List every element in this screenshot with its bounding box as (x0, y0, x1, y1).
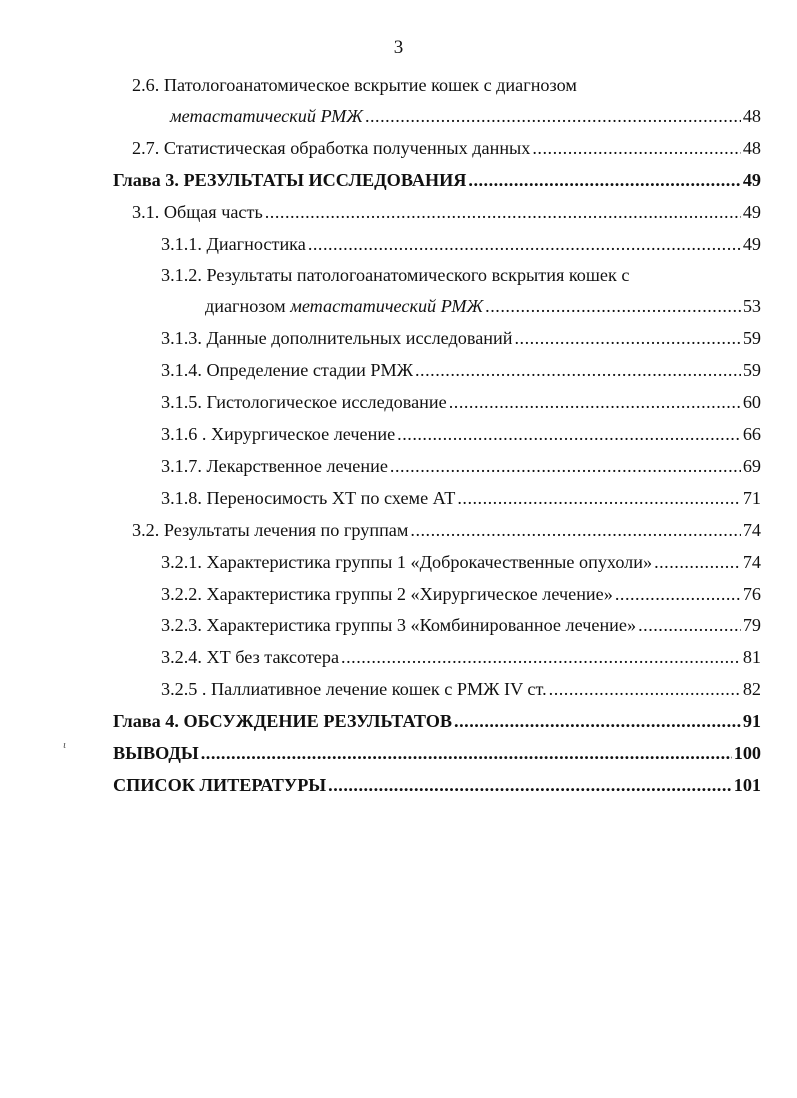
toc-page-number: 74 (742, 552, 761, 572)
toc-entry-title: 3.1.1. Диагностика (161, 234, 306, 254)
leader-dots (397, 423, 741, 445)
toc-entry-3-1-4[interactable] (161, 355, 761, 381)
toc-entry-title: Глава 3. РЕЗУЛЬТАТЫ ИССЛЕДОВАНИЯ (113, 170, 467, 190)
toc-entry-3-2-1[interactable] (161, 547, 761, 573)
toc-entry-3-1-2-prefix: диагнозом (205, 296, 291, 316)
toc-entry-3-1-3[interactable] (161, 323, 761, 349)
toc-entry-3-1-8[interactable] (161, 483, 761, 509)
leader-dots (454, 710, 741, 732)
toc-entry-2-6-title: метастатический РМЖ (170, 106, 363, 126)
toc-entry-title: 3.2.3. Характеристика группы 3 «Комбинированное лечение» (161, 615, 637, 635)
toc-page-number: 69 (742, 456, 761, 476)
toc-page-number: 59 (742, 328, 761, 348)
toc-page-number: 100 (733, 743, 761, 763)
toc-page-number: 49 (742, 170, 761, 190)
toc-entry-2-6-line1: 2.6. Патологоанатомическое вскрытие кошек с диагнозом (132, 75, 577, 95)
toc-entry-3-2-2[interactable] (161, 579, 761, 605)
stray-mark: ɩ (63, 739, 67, 751)
toc-entry-3-1-6[interactable] (161, 419, 761, 445)
toc-entry-3-1-7[interactable] (161, 451, 761, 477)
toc-entry-title: 3.2.1. Характеристика группы 1 «Доброкачественные опухоли» (161, 552, 653, 572)
leader-dots (415, 359, 741, 381)
toc-page-number: 74 (742, 520, 761, 540)
leader-dots (341, 646, 741, 668)
toc-entry-title: 3.1.6 . Хирургическое лечение (161, 424, 396, 444)
toc-page-number: 49 (742, 202, 761, 222)
toc-entry-title (205, 295, 483, 317)
toc-page-number: 91 (742, 711, 761, 731)
leader-dots (615, 583, 741, 605)
toc-page-number: 79 (742, 615, 761, 635)
toc-chapter-3[interactable] (113, 165, 761, 191)
leader-dots (514, 327, 740, 349)
leader-dots (308, 233, 741, 255)
toc-entry-3-2[interactable] (132, 515, 761, 541)
toc-entry-title: 3.1.8. Переносимость ХТ по схеме АТ (161, 488, 456, 508)
toc-page-number: 60 (742, 392, 761, 412)
toc-page-number: 49 (742, 234, 761, 254)
leader-dots (449, 391, 741, 413)
toc-page-number: 81 (742, 647, 761, 667)
toc-page-number: 53 (742, 296, 761, 316)
toc-page-number: 101 (733, 775, 761, 795)
leader-dots (532, 137, 740, 159)
toc-entry-2-7[interactable] (132, 133, 761, 159)
leader-dots (201, 742, 732, 764)
toc-entry-title: 3.2. Результаты лечения по группам (132, 520, 409, 540)
toc-entry-3-1-5[interactable] (161, 387, 761, 413)
toc-entry-title: 3.1. Общая часть (132, 202, 263, 222)
toc-entry-title: СПИСОК ЛИТЕРАТУРЫ (113, 775, 327, 795)
leader-dots (549, 678, 741, 700)
leader-dots (638, 614, 741, 636)
toc-entry-2-6[interactable] (170, 101, 761, 127)
toc-entry-3-2-5[interactable] (161, 674, 761, 700)
toc-entry-title: Глава 4. ОБСУЖДЕНИЕ РЕЗУЛЬТАТОВ (113, 711, 453, 731)
toc-entry-3-1-2-line1: 3.1.2. Результаты патологоанатомического вскрытия кошек с (161, 265, 630, 285)
toc-entry-title: ВЫВОДЫ (113, 743, 199, 763)
toc-entry-3-2-4[interactable] (161, 642, 761, 668)
toc-conclusions[interactable] (113, 738, 761, 764)
leader-dots (328, 774, 732, 796)
leader-dots (390, 455, 741, 477)
leader-dots (457, 487, 740, 509)
leader-dots (365, 105, 741, 127)
toc-entry-3-1-1[interactable] (161, 229, 761, 255)
toc-entry-title: 3.2.5 . Паллиативное лечение кошек с РМЖ IV ст. (161, 679, 547, 699)
toc-page-number: 82 (742, 679, 761, 699)
leader-dots (468, 169, 740, 191)
toc-entry-title: 3.1.3. Данные дополнительных исследований (161, 328, 513, 348)
toc-page-number: 48 (742, 138, 761, 158)
toc-entry-title: 3.1.7. Лекарственное лечение (161, 456, 388, 476)
page-number: 3 (393, 37, 404, 58)
leader-dots (265, 201, 741, 223)
toc-entry-3-1[interactable] (132, 197, 761, 223)
toc-entry-3-1-2[interactable] (205, 291, 761, 317)
toc-entry-title: 3.1.4. Определение стадии РМЖ (161, 360, 413, 380)
leader-dots (410, 519, 740, 541)
toc-page-number: 48 (742, 106, 761, 126)
toc-entry-title: 3.2.2. Характеристика группы 2 «Хирургическое лечение» (161, 584, 613, 604)
toc-page-number: 59 (742, 360, 761, 380)
toc-chapter-4[interactable] (113, 706, 761, 732)
toc-entry-title: 2.7. Статистическая обработка полученных данных (132, 138, 531, 158)
toc-entry-3-1-2-italic: метастатический РМЖ (290, 296, 484, 316)
toc-entry-3-2-3[interactable] (161, 610, 761, 636)
toc-entry-title: 3.2.4. ХТ без таксотера (161, 647, 340, 667)
toc-entry-title: 3.1.5. Гистологическое исследование (161, 392, 447, 412)
toc-page-number: 66 (742, 424, 761, 444)
toc-references[interactable] (113, 770, 761, 796)
leader-dots (654, 551, 741, 573)
toc-page-number: 76 (742, 584, 761, 604)
leader-dots (485, 295, 741, 317)
toc-page-number: 71 (742, 488, 761, 508)
